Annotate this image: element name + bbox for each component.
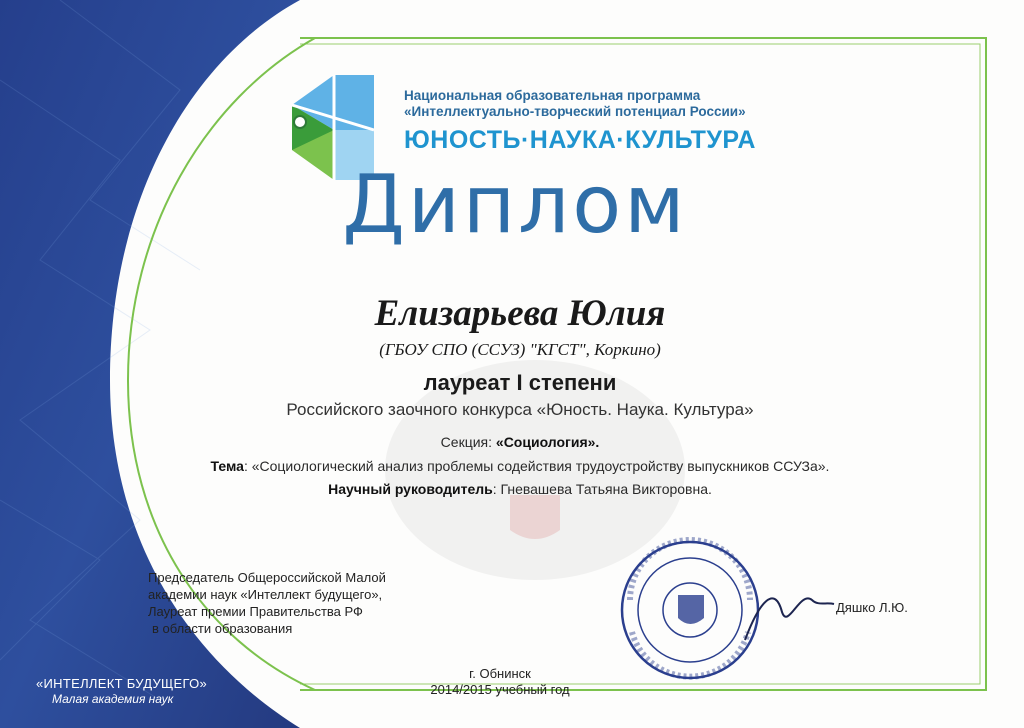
chair-line-3: Лауреат премии Правительства РФ — [148, 604, 363, 619]
diploma-title: Диплом — [342, 158, 688, 251]
city: г. Обнинск — [469, 666, 531, 681]
watermark-shield-icon — [510, 495, 560, 539]
award-degree: лауреат I степени — [423, 370, 617, 395]
theme-line — [110, 458, 930, 474]
chair-line-4: в области образования — [152, 621, 293, 636]
section-value: «Социология». — [495, 434, 600, 450]
program-line-2: «Интеллектуально-творческий потенциал России» — [404, 104, 746, 119]
recipient-school: (ГБОУ СПО (ССУЗ) "КГСТ", Коркино) — [379, 340, 661, 359]
chair-line-2: академии наук «Интеллект будущего», — [148, 587, 383, 602]
recipient-name: Елизарьева Юлия — [374, 293, 666, 334]
academic-year: 2014/2015 учебный год — [430, 682, 570, 697]
section-line — [250, 434, 790, 450]
section-label: Секция: — [440, 434, 493, 450]
advisor-label: Научный руководитель — [328, 481, 493, 497]
theme-value: : «Социологический анализ проблемы содействия трудоустройству выпускников ССУЗа». — [243, 458, 830, 474]
org-name: «ИНТЕЛЛЕКТ БУДУЩЕГО» — [36, 676, 208, 691]
theme-label: Тема — [210, 458, 244, 474]
round-stamp-icon — [622, 540, 758, 678]
advisor-line — [190, 481, 850, 497]
chair-line-1: Председатель Общероссийской Малой — [148, 570, 386, 585]
signer-name: Дяшко Л.Ю. — [836, 600, 908, 615]
program-brand: ЮНОСТЬ·НАУКА·КУЛЬТУРА — [404, 126, 756, 154]
program-line-1: Национальная образовательная программа — [404, 88, 701, 103]
contest-name: Российского заочного конкурса «Юность. Наука. Культура» — [286, 400, 754, 419]
org-subtitle: Малая академия наук — [52, 692, 174, 706]
advisor-value: : Гневашева Татьяна Викторовна. — [492, 481, 712, 497]
